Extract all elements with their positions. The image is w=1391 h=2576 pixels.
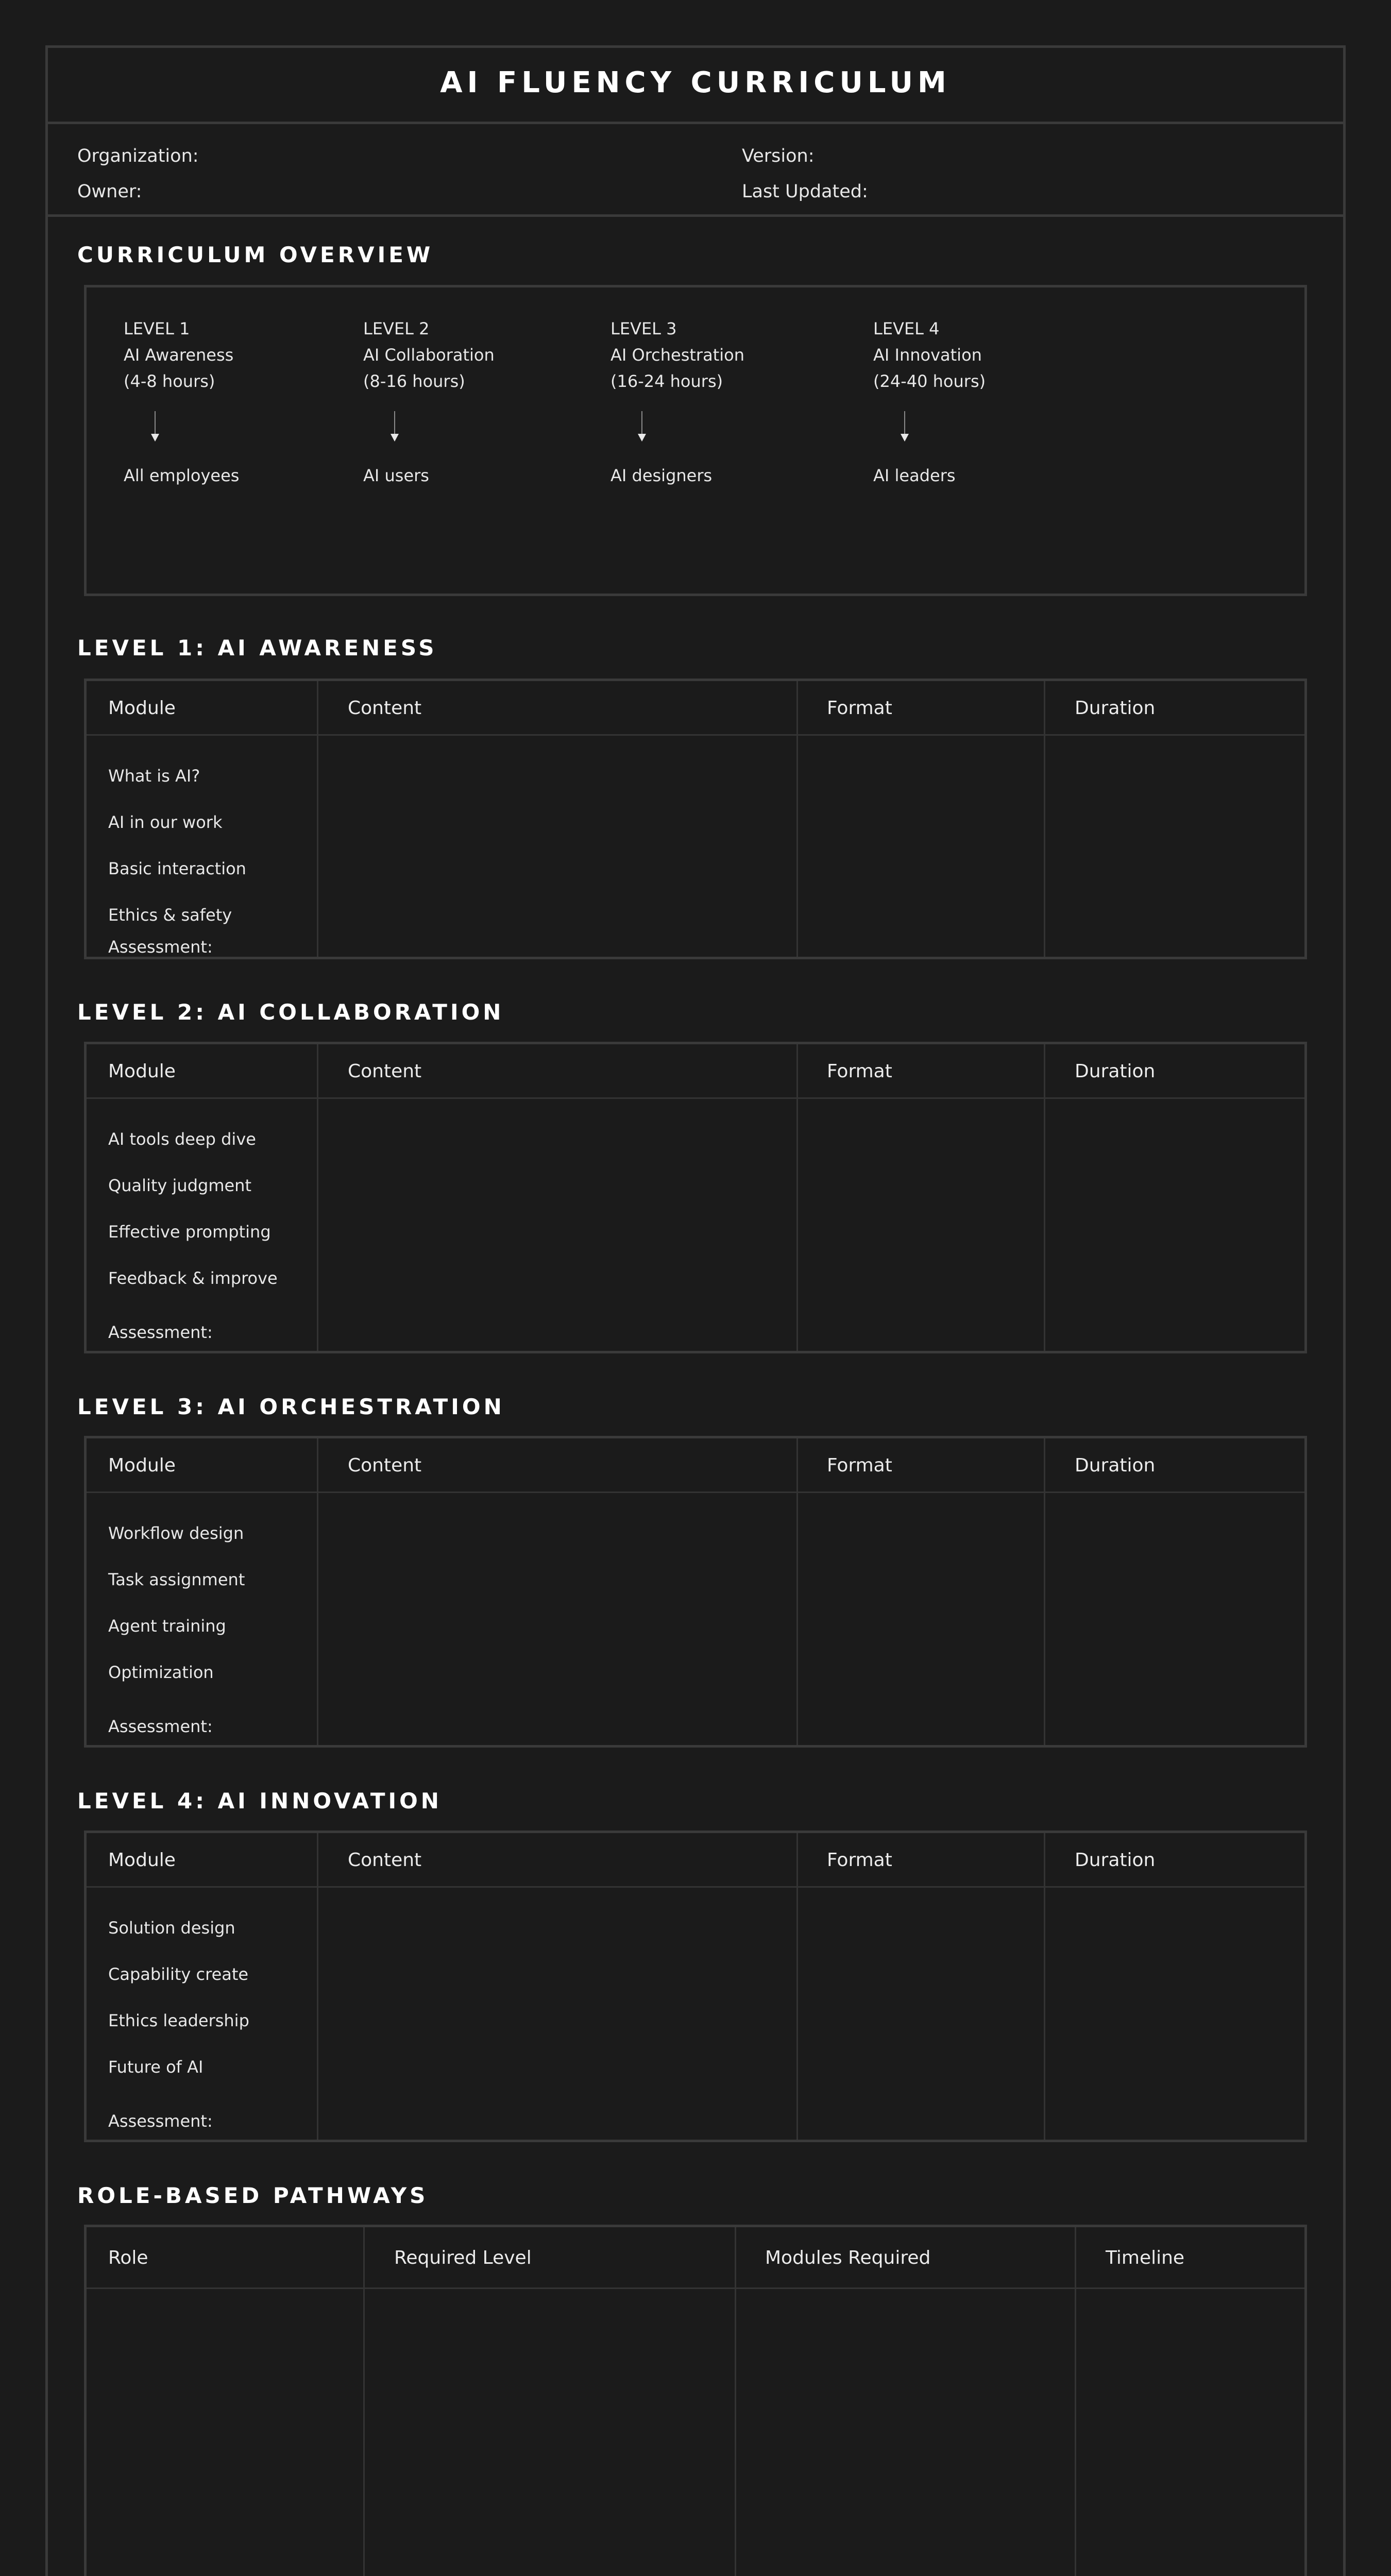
col-header-content: Content — [348, 1850, 422, 1871]
assessment-label: Assessment: — [108, 1323, 213, 1342]
level-name: AI Collaboration — [363, 345, 495, 365]
col-header-duration: Duration — [1075, 1061, 1156, 1082]
col-header-module: Module — [108, 1850, 176, 1871]
overview-heading: CURRICULUM OVERVIEW — [77, 242, 434, 267]
arrow-down-icon — [901, 434, 909, 442]
col-header-format: Format — [827, 1850, 892, 1871]
col-divider — [317, 1438, 318, 1745]
assessment-label: Assessment: — [108, 937, 213, 957]
col-header-timeline: Timeline — [1106, 2247, 1185, 2268]
header-divider — [87, 1097, 1304, 1099]
level-label: LEVEL 1 — [124, 319, 190, 338]
module-cell: Ethics & safety — [108, 905, 232, 925]
level3-table — [84, 1436, 1307, 1748]
arrow-down-icon — [151, 434, 159, 442]
header-divider — [87, 1886, 1304, 1888]
module-cell: What is AI? — [108, 766, 200, 786]
level2-heading: LEVEL 2: AI COLLABORATION — [77, 999, 504, 1025]
header-divider — [87, 734, 1304, 736]
module-cell: Capability create — [108, 1964, 249, 1984]
level-hours: (24-40 hours) — [873, 371, 986, 391]
level-label: LEVEL 2 — [363, 319, 430, 338]
level-audience: AI designers — [610, 466, 713, 485]
col-header-format: Format — [827, 1061, 892, 1082]
arrow-down-icon — [391, 434, 399, 442]
level4-heading: LEVEL 4: AI INNOVATION — [77, 1788, 442, 1814]
col-header-duration: Duration — [1075, 1455, 1156, 1476]
arrow-shaft — [394, 411, 395, 434]
col-divider — [735, 2227, 736, 2576]
overview-level-4 — [873, 316, 986, 395]
module-cell: Optimization — [108, 1663, 214, 1682]
arrow-shaft — [641, 411, 642, 434]
owner-label: Owner: — [77, 181, 142, 202]
module-cell: Quality judgment — [108, 1176, 251, 1195]
col-divider — [796, 1833, 798, 2140]
module-cell: Task assignment — [108, 1570, 245, 1589]
col-header-content: Content — [348, 698, 422, 719]
col-divider — [317, 1044, 318, 1351]
col-header-content: Content — [348, 1455, 422, 1476]
col-header-content: Content — [348, 1061, 422, 1082]
level-label: LEVEL 3 — [610, 319, 677, 338]
module-cell: Ethics leadership — [108, 2011, 249, 2030]
module-cell: Agent training — [108, 1616, 226, 1636]
meta-divider — [45, 214, 1346, 217]
col-divider — [1075, 2227, 1076, 2576]
module-cell: AI tools deep dive — [108, 1129, 256, 1149]
module-cell: Basic interaction — [108, 859, 246, 878]
level-label: LEVEL 4 — [873, 319, 940, 338]
col-header-duration: Duration — [1075, 698, 1156, 719]
level1-heading: LEVEL 1: AI AWARENESS — [77, 635, 437, 660]
col-header-format: Format — [827, 698, 892, 719]
assessment-label: Assessment: — [108, 1717, 213, 1736]
col-header-module: Module — [108, 1061, 176, 1082]
level-name: AI Awareness — [124, 345, 234, 365]
module-cell: Effective prompting — [108, 1222, 271, 1242]
col-divider — [1044, 681, 1045, 957]
level2-table — [84, 1042, 1307, 1353]
module-cell: Feedback & improve — [108, 1268, 278, 1288]
title-divider — [45, 122, 1346, 124]
level3-heading: LEVEL 3: AI ORCHESTRATION — [77, 1394, 505, 1419]
level-hours: (4-8 hours) — [124, 371, 215, 391]
header-divider — [87, 1492, 1304, 1493]
overview-level-2 — [363, 316, 495, 395]
col-divider — [1044, 1833, 1045, 2140]
overview-level-3 — [610, 316, 744, 395]
overview-level-1 — [124, 316, 233, 395]
col-header-module: Module — [108, 1455, 176, 1476]
level1-table — [84, 679, 1307, 959]
col-header-module: Module — [108, 698, 176, 719]
module-cell: AI in our work — [108, 812, 223, 832]
level-name: AI Innovation — [873, 345, 982, 365]
level4-table — [84, 1831, 1307, 2142]
module-cell: Solution design — [108, 1918, 235, 1938]
col-header-modules-required: Modules Required — [765, 2247, 931, 2268]
level-name: AI Orchestration — [610, 345, 744, 365]
col-divider — [1044, 1438, 1045, 1745]
overview-box — [84, 285, 1307, 596]
pathways-heading: ROLE-BASED PATHWAYS — [77, 2183, 429, 2208]
arrow-shaft — [155, 411, 156, 434]
col-divider — [1044, 1044, 1045, 1351]
level-audience: AI users — [363, 466, 429, 485]
arrow-down-icon — [638, 434, 646, 442]
col-header-format: Format — [827, 1455, 892, 1476]
pathways-table — [84, 2225, 1307, 2576]
col-divider — [317, 681, 318, 957]
assessment-label: Assessment: — [108, 2111, 213, 2131]
organization-label: Organization: — [77, 146, 199, 166]
col-divider — [363, 2227, 365, 2576]
level-audience: AI leaders — [873, 466, 956, 485]
module-cell: Workflow design — [108, 1523, 244, 1543]
page-title: AI FLUENCY CURRICULUM — [440, 66, 951, 99]
level-hours: (16-24 hours) — [610, 371, 723, 391]
arrow-shaft — [904, 411, 905, 434]
col-header-required-level: Required Level — [394, 2247, 532, 2268]
col-divider — [796, 1438, 798, 1745]
col-divider — [317, 1833, 318, 2140]
header-divider — [87, 2287, 1304, 2289]
level-audience: All employees — [124, 466, 240, 485]
col-divider — [796, 1044, 798, 1351]
version-label: Version: — [742, 146, 815, 166]
col-header-role: Role — [108, 2247, 148, 2268]
level-hours: (8-16 hours) — [363, 371, 465, 391]
col-divider — [796, 681, 798, 957]
last-updated-label: Last Updated: — [742, 181, 868, 202]
col-header-duration: Duration — [1075, 1850, 1156, 1871]
module-cell: Future of AI — [108, 2057, 203, 2077]
